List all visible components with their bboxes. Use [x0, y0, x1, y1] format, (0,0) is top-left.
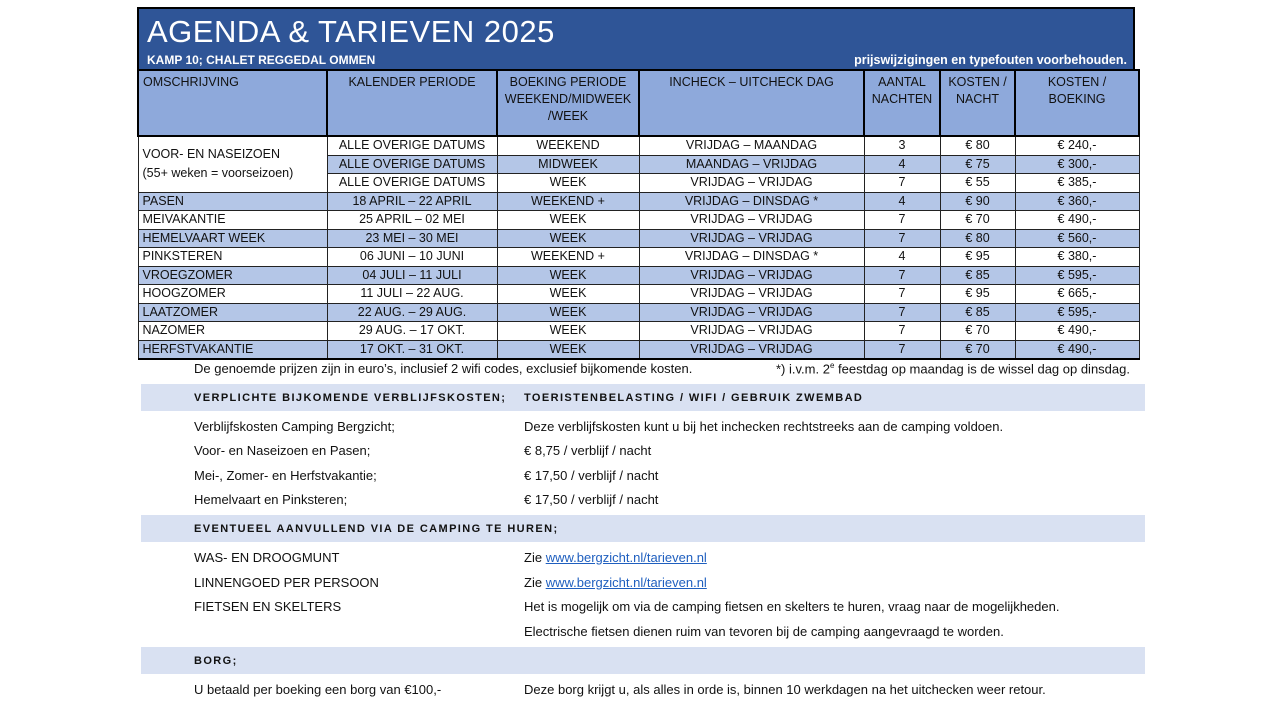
cell-nights: 7: [864, 303, 940, 322]
tarieven-link[interactable]: www.bergzicht.nl/tarieven.nl: [545, 550, 707, 565]
cell-total: € 385,-: [1015, 174, 1139, 193]
cell-nights: 7: [864, 322, 940, 341]
cell-period: 04 JULI – 11 JULI: [327, 266, 497, 285]
merged-desc-line2: (55+ weken = voorseizoen): [142, 166, 294, 181]
verblijf-row-label: Verblijfskosten Camping Bergzicht;: [194, 419, 395, 434]
table-row: [138, 285, 1139, 304]
verblijf-row-label: Mei-, Zomer- en Herfstvakantie;: [194, 468, 377, 483]
cell-total: € 595,-: [1015, 303, 1139, 322]
cell-nights: 7: [864, 174, 940, 193]
header-boeking: BOEKING PERIODE WEEKEND/MIDWEEK /WEEK: [497, 70, 639, 136]
cell-nights: 3: [864, 136, 940, 155]
cell-checkin: VRIJDAG – VRIJDAG: [639, 285, 864, 304]
section-aanvullend-band: [141, 515, 1145, 542]
verblijf-row-value: € 17,50 / verblijf / nacht: [524, 468, 659, 483]
header-banner: [137, 7, 1135, 69]
header-nachten: AANTAL NACHTEN: [864, 70, 940, 136]
cell-period: 23 MEI – 30 MEI: [327, 229, 497, 248]
cell-total: € 490,-: [1015, 211, 1139, 230]
header-kosten-boeking: KOSTEN / BOEKING: [1015, 70, 1139, 136]
cell-type: WEEK: [497, 303, 639, 322]
zie-text: Zie: [524, 550, 543, 565]
cell-checkin: VRIJDAG – DINSDAG *: [639, 248, 864, 267]
borg-value: Deze borg krijgt u, als alles in orde is, binnen 10 werkdagen na het uitchecken weer retour.: [524, 682, 1046, 697]
section-verblijfskosten-heading: VERPLICHTE BIJKOMENDE VERBLIJFSKOSTEN;: [194, 392, 507, 404]
cell-checkin: VRIJDAG – MAANDAG: [639, 136, 864, 155]
cell-total: € 490,-: [1015, 322, 1139, 341]
linnen-value: [524, 575, 707, 590]
merged-description: [138, 136, 327, 192]
cell-nights: 7: [864, 266, 940, 285]
footnote-post: feestdag op maandag is de wissel dag op dinsdag.: [834, 361, 1130, 377]
cell-checkin: VRIJDAG – VRIJDAG: [639, 211, 864, 230]
table-row: [138, 303, 1139, 322]
cell-desc: HEMELVAART WEEK: [138, 229, 327, 248]
cell-desc: LAATZOMER: [138, 303, 327, 322]
verblijf-row-label: Hemelvaart en Pinksteren;: [194, 492, 348, 507]
tarieven-link[interactable]: www.bergzicht.nl/tarieven.nl: [545, 575, 707, 590]
zie-text: Zie: [524, 575, 543, 590]
cell-nights: 4: [864, 192, 940, 211]
cell-nights: 7: [864, 211, 940, 230]
cell-per-night: € 55: [940, 174, 1015, 193]
section-toeristenbelasting-heading: TOERISTENBELASTING / WIFI / GEBRUIK ZWEMBAD: [524, 392, 864, 404]
cell-type: WEEK: [497, 211, 639, 230]
verblijf-row-value: € 8,75 / verblijf / nacht: [524, 443, 652, 458]
cell-type: WEEKEND +: [497, 248, 639, 267]
footnote-sup: e: [829, 361, 835, 370]
cell-per-night: € 70: [940, 322, 1015, 341]
cell-per-night: € 95: [940, 248, 1015, 267]
cell-checkin: VRIJDAG – VRIJDAG: [639, 266, 864, 285]
table-row: [138, 322, 1139, 341]
cell-type: WEEKEND +: [497, 192, 639, 211]
cell-nights: 4: [864, 155, 940, 174]
section-aanvullend-heading: EVENTUEEL AANVULLEND VIA DE CAMPING TE HUREN;: [194, 523, 559, 535]
section-borg-band: [141, 647, 1145, 674]
cell-type: MIDWEEK: [497, 155, 639, 174]
prices-note: De genoemde prijzen zijn in euro’s, inclusief 2 wifi codes, exclusief bijkomende kosten.: [194, 361, 693, 376]
price-table: [137, 69, 1140, 360]
cell-type: WEEK: [497, 174, 639, 193]
cell-desc: VROEGZOMER: [138, 266, 327, 285]
cell-checkin: VRIJDAG – VRIJDAG: [639, 322, 864, 341]
cell-per-night: € 75: [940, 155, 1015, 174]
cell-type: WEEK: [497, 266, 639, 285]
table-row: [138, 229, 1139, 248]
fiets-label: FIETSEN EN SKELTERS: [194, 599, 342, 614]
cell-per-night: € 70: [940, 211, 1015, 230]
cell-period: 18 APRIL – 22 APRIL: [327, 192, 497, 211]
merged-desc-line1: VOOR- EN NASEIZOEN: [142, 147, 281, 162]
footnote-pre: *) i.v.m. 2: [776, 361, 830, 377]
section-verblijfskosten-band: [141, 384, 1145, 411]
verblijf-row-label: Voor- en Naseizoen en Pasen;: [194, 443, 371, 458]
cell-checkin: VRIJDAG – VRIJDAG: [639, 303, 864, 322]
footnote: [776, 361, 1130, 376]
cell-checkin: VRIJDAG – DINSDAG *: [639, 192, 864, 211]
cell-type: WEEK: [497, 229, 639, 248]
table-row: [138, 266, 1139, 285]
cell-period: ALLE OVERIGE DATUMS: [327, 174, 497, 193]
cell-checkin: VRIJDAG – VRIJDAG: [639, 229, 864, 248]
cell-period: 17 OKT. – 31 OKT.: [327, 340, 497, 359]
fiets-text-2: Electrische fietsen dienen ruim van tevoren bij de camping aangevraagd te worden.: [524, 624, 1004, 639]
cell-checkin: VRIJDAG – VRIJDAG: [639, 174, 864, 193]
fiets-text-1: Het is mogelijk om via de camping fietsen en skelters te huren, vraag naar de mogelijkheden.: [524, 599, 1060, 614]
verblijf-row-value: € 17,50 / verblijf / nacht: [524, 492, 659, 507]
cell-type: WEEK: [497, 322, 639, 341]
cell-total: € 360,-: [1015, 192, 1139, 211]
cell-type: WEEKEND: [497, 136, 639, 155]
section-borg-heading: BORG;: [194, 655, 238, 667]
cell-desc: PINKSTEREN: [138, 248, 327, 267]
cell-per-night: € 70: [940, 340, 1015, 359]
was-label: WAS- EN DROOGMUNT: [194, 550, 340, 565]
table-row: [138, 340, 1139, 359]
header-incheck: INCHECK – UITCHECK DAG: [639, 70, 864, 136]
table-row: [138, 136, 1139, 155]
cell-checkin: MAANDAG – VRIJDAG: [639, 155, 864, 174]
cell-desc: PASEN: [138, 192, 327, 211]
cell-per-night: € 95: [940, 285, 1015, 304]
cell-per-night: € 80: [940, 229, 1015, 248]
page-title: AGENDA & TARIEVEN 2025: [147, 14, 555, 49]
cell-per-night: € 90: [940, 192, 1015, 211]
cell-period: ALLE OVERIGE DATUMS: [327, 155, 497, 174]
verblijf-row-value: Deze verblijfskosten kunt u bij het inchecken rechtstreeks aan de camping voldoen.: [524, 419, 1004, 434]
borg-label: U betaald per boeking een borg van €100,-: [194, 682, 442, 697]
cell-nights: 4: [864, 248, 940, 267]
table-row: [138, 192, 1139, 211]
table-row: [138, 211, 1139, 230]
disclaimer: prijswijzigingen en typefouten voorbehouden.: [854, 53, 1127, 67]
cell-total: € 240,-: [1015, 136, 1139, 155]
cell-period: 06 JUNI – 10 JUNI: [327, 248, 497, 267]
cell-period: 29 AUG. – 17 OKT.: [327, 322, 497, 341]
table-row: [138, 248, 1139, 267]
cell-nights: 7: [864, 285, 940, 304]
linnen-label: LINNENGOED PER PERSOON: [194, 575, 379, 590]
cell-desc: MEIVAKANTIE: [138, 211, 327, 230]
cell-nights: 7: [864, 229, 940, 248]
cell-period: 22 AUG. – 29 AUG.: [327, 303, 497, 322]
cell-per-night: € 85: [940, 303, 1015, 322]
page-subtitle: KAMP 10; CHALET REGGEDAL OMMEN: [147, 53, 376, 67]
cell-checkin: VRIJDAG – VRIJDAG: [639, 340, 864, 359]
cell-total: € 560,-: [1015, 229, 1139, 248]
table-header-row: [138, 70, 1139, 136]
cell-total: € 595,-: [1015, 266, 1139, 285]
header-kalender: KALENDER PERIODE: [327, 70, 497, 136]
cell-desc: NAZOMER: [138, 322, 327, 341]
cell-type: WEEK: [497, 285, 639, 304]
cell-nights: 7: [864, 340, 940, 359]
cell-period: 11 JULI – 22 AUG.: [327, 285, 497, 304]
cell-desc: HERFSTVAKANTIE: [138, 340, 327, 359]
was-value: [524, 550, 707, 565]
header-kosten-nacht: KOSTEN / NACHT: [940, 70, 1015, 136]
cell-per-night: € 85: [940, 266, 1015, 285]
cell-desc: HOOGZOMER: [138, 285, 327, 304]
cell-total: € 300,-: [1015, 155, 1139, 174]
cell-total: € 665,-: [1015, 285, 1139, 304]
cell-total: € 380,-: [1015, 248, 1139, 267]
cell-period: ALLE OVERIGE DATUMS: [327, 136, 497, 155]
cell-type: WEEK: [497, 340, 639, 359]
header-omschrijving: OMSCHRIJVING: [138, 70, 327, 136]
cell-per-night: € 80: [940, 136, 1015, 155]
cell-total: € 490,-: [1015, 340, 1139, 359]
cell-period: 25 APRIL – 02 MEI: [327, 211, 497, 230]
